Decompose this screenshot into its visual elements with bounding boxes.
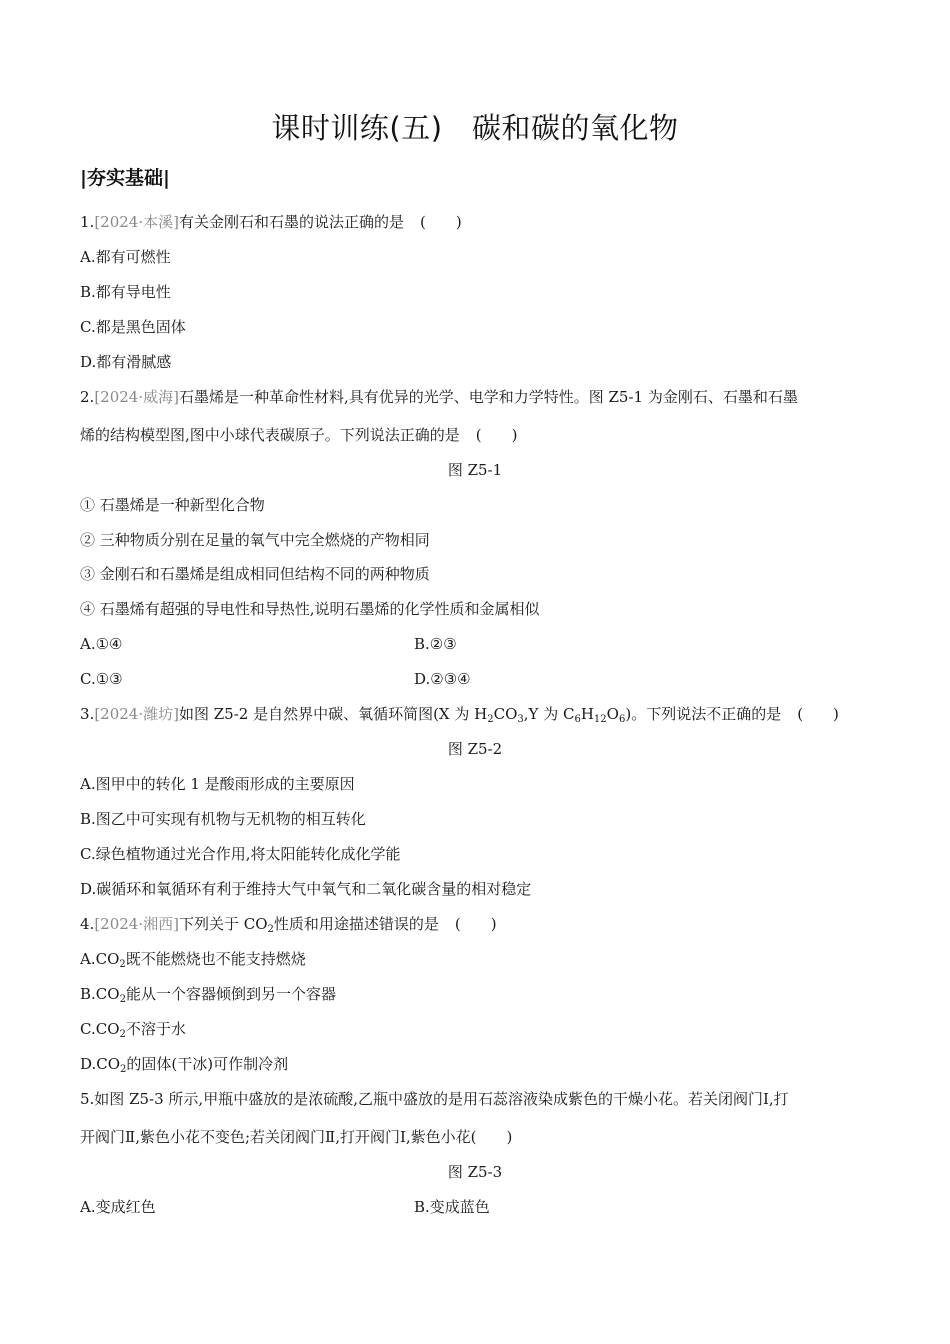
- option-b: B.都有导电性: [80, 283, 171, 301]
- answer-blank: ( ): [419, 213, 462, 231]
- question-5-continued: 开阀门Ⅱ,紫色小花不变色;若关闭阀门Ⅱ,打开阀门Ⅰ,紫色小花( ): [80, 1128, 513, 1146]
- question-text: )。下列说法不正确的是: [625, 705, 782, 723]
- option-text: D.CO: [80, 1055, 121, 1073]
- question-source: [2024·湘西]: [94, 915, 179, 933]
- option-text: 不溶于水: [125, 1020, 186, 1038]
- question-1: [80, 211, 462, 233]
- option-text: 既不能燃烧也不能支持燃烧: [125, 950, 306, 968]
- option-d: D.②③④: [414, 670, 471, 688]
- question-number: 2.: [80, 388, 95, 406]
- question-text: O: [606, 705, 619, 723]
- option-text: A.CO: [80, 950, 120, 968]
- subscript: 2: [119, 959, 126, 970]
- option-b: B.图乙中可实现有机物与无机物的相互转化: [80, 810, 366, 828]
- subscript: 2: [119, 1029, 126, 1040]
- question-5: 5.如图 Z5-3 所示,甲瓶中盛放的是浓硫酸,乙瓶中盛放的是用石蕊溶液染成紫色的干燥小花。若关闭阀门Ⅰ,打: [80, 1090, 789, 1108]
- figure-caption: 图 Z5-3: [447, 1163, 503, 1181]
- option-b: [80, 983, 336, 1005]
- question-source: [2024·潍坊]: [94, 705, 179, 723]
- question-text: 如图 Z5-2 是自然界中碳、氧循环简图(X 为 H: [178, 705, 488, 723]
- question-4: [80, 913, 497, 935]
- subscript: 3: [517, 714, 524, 725]
- option-a: A.图甲中的转化 1 是酸雨形成的主要原因: [80, 775, 355, 793]
- option-a: [80, 948, 306, 970]
- statement-2: ② 三种物质分别在足量的氧气中完全燃烧的产物相同: [80, 531, 430, 549]
- option-d: D.碳循环和氧循环有利于维持大气中氧气和二氧化碳含量的相对稳定: [80, 880, 532, 898]
- option-d: [80, 1053, 288, 1075]
- question-2-continued: [80, 424, 518, 446]
- statement-1: ① 石墨烯是一种新型化合物: [80, 496, 265, 514]
- option-d: D.都有滑腻感: [80, 353, 172, 371]
- figure-caption: 图 Z5-2: [447, 740, 503, 758]
- question-3: [80, 703, 839, 725]
- option-b: B.变成蓝色: [414, 1198, 490, 1216]
- question-source: [2024·威海]: [94, 388, 179, 406]
- figure-caption: 图 Z5-1: [447, 461, 503, 479]
- option-c: C.①③: [80, 670, 123, 688]
- option-text: 的固体(干冰)可作制冷剂: [126, 1055, 289, 1073]
- answer-blank: ( ): [454, 915, 497, 933]
- statement-3: ③ 金刚石和石墨烯是组成相同但结构不同的两种物质: [80, 565, 430, 583]
- question-text: 有关金刚石和石墨的说法正确的是: [178, 213, 404, 231]
- question-text: ,Y 为 C: [523, 705, 575, 723]
- subscript: 12: [593, 714, 607, 725]
- subscript: 2: [120, 1064, 127, 1075]
- question-number: 1.: [80, 213, 95, 231]
- answer-blank: ( ): [475, 426, 518, 444]
- option-a: A.①④: [80, 635, 123, 653]
- answer-blank: ( ): [797, 705, 839, 723]
- option-a: A.都有可燃性: [80, 248, 171, 266]
- question-source: [2024·本溪]: [94, 213, 179, 231]
- question-text: 性质和用途描述错误的是: [273, 915, 439, 933]
- subscript: 2: [119, 994, 126, 1005]
- option-c: C.绿色植物通过光合作用,将太阳能转化成化学能: [80, 845, 401, 863]
- subscript: 6: [574, 714, 581, 725]
- question-text: CO: [493, 705, 518, 723]
- subscript: 6: [618, 714, 626, 725]
- question-number: 4.: [80, 915, 95, 933]
- option-a: A.变成红色: [80, 1198, 156, 1216]
- option-c: [80, 1018, 186, 1040]
- question-text: 烯的结构模型图,图中小球代表碳原子。下列说法正确的是: [80, 426, 460, 444]
- statement-4: ④ 石墨烯有超强的导电性和导热性,说明石墨烯的化学性质和金属相似: [80, 600, 540, 618]
- question-text: 下列关于 CO: [178, 915, 268, 933]
- question-2: [80, 386, 798, 408]
- question-text: 石墨烯是一种革命性材料,具有优异的光学、电学和力学特性。图 Z5-1 为金刚石、石墨和石墨: [178, 388, 798, 406]
- option-c: C.都是黑色固体: [80, 318, 186, 336]
- option-b: B.②③: [414, 635, 457, 653]
- option-text: 能从一个容器倾倒到另一个容器: [125, 985, 336, 1003]
- page-title: 课时训练(五) 碳和碳的氧化物: [271, 111, 679, 145]
- option-text: B.CO: [80, 985, 120, 1003]
- section-heading: |夯实基础|: [80, 167, 170, 189]
- question-number: 3.: [80, 705, 95, 723]
- subscript: 2: [487, 714, 494, 725]
- question-text: H: [580, 705, 594, 723]
- subscript: 2: [267, 924, 274, 935]
- option-text: C.CO: [80, 1020, 120, 1038]
